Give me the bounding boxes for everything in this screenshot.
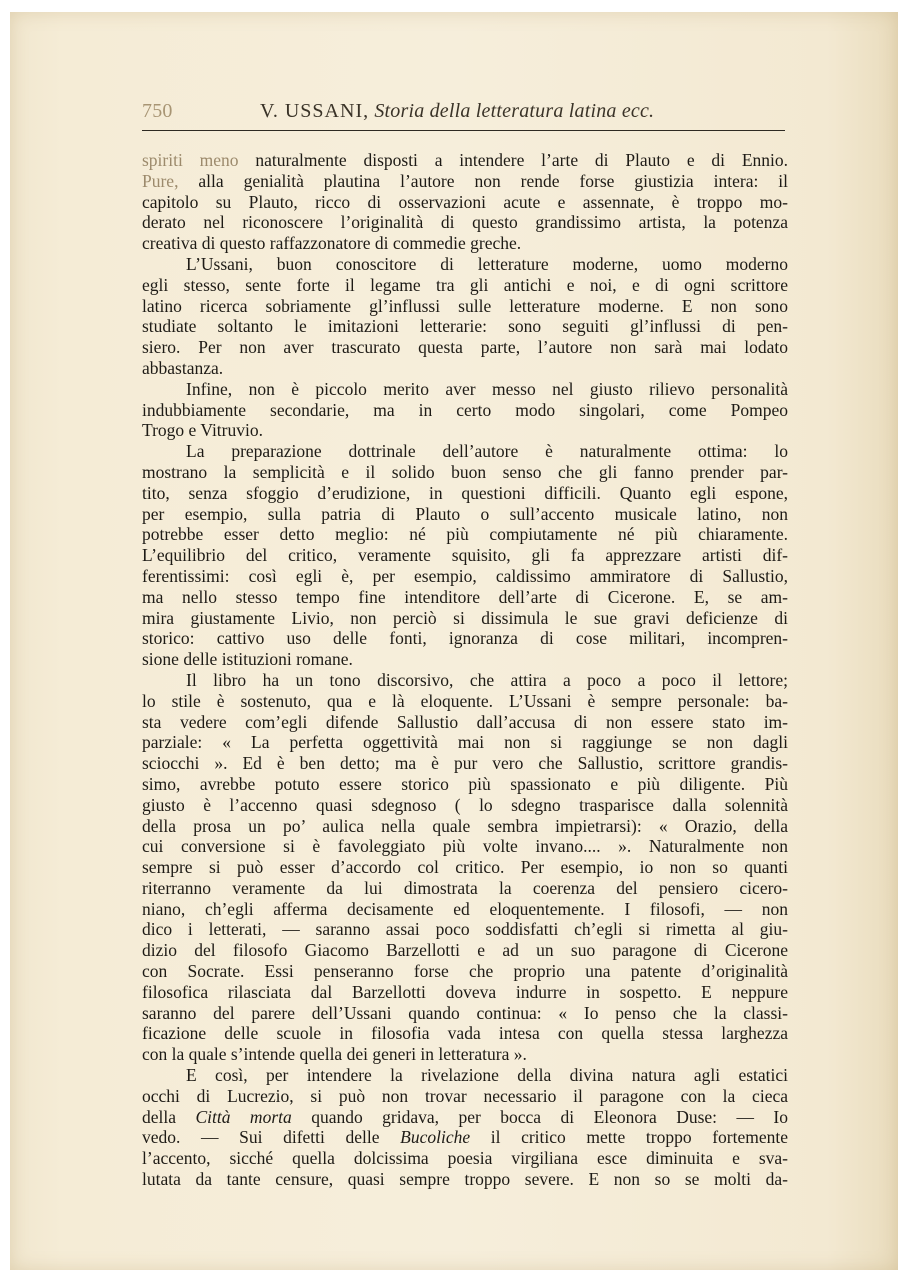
text-line: Trogo e Vitruvio. [142, 420, 263, 441]
running-head [260, 100, 654, 123]
body-text [142, 150, 788, 1190]
text-line: sta vedere com’egli difende Sallustio dall’accusa di non essere stato im- [142, 711, 788, 732]
text-line: sciocchi ». Ed è ben detto; ma è pur vero che Sallustio, scrittore grandis- [142, 753, 788, 774]
text-line: niano, ch’egli afferma decisamente ed eloquentemente. I filosofi, — non [142, 898, 788, 919]
running-head-author: V. USSANI, [260, 100, 370, 122]
italic-title: Città morta [195, 1106, 292, 1127]
text-line: sempre si può esser d’accordo col critico. Per esempio, io non so quanti [142, 857, 788, 878]
text-line: spiriti meno naturalmente disposti a intendere l’arte di Plauto e di Ennio. [142, 150, 788, 170]
text-line: lutata da tante censure, quasi sempre troppo severe. E non so se molti da- [142, 1169, 788, 1190]
text-line: ficazione delle scuole in filosofia vada intesa con quella stessa larghezza [142, 1023, 788, 1044]
text-line: latino ricerca sobriamente gl’influssi sulle letterature moderne. E non sono [142, 295, 788, 316]
text-line: con la quale s’intende quella dei generi in letteratura ». [142, 1044, 527, 1065]
text-line: derato nel riconoscere l’originalità di questo grandissimo artista, la potenza [142, 212, 788, 233]
text-line: vedo. — Sui difetti delle Bucoliche il critico mette troppo fortemente [142, 1127, 788, 1148]
text-line: per esempio, sulla patria di Plauto o sull’accento musicale latino, non [142, 503, 788, 524]
text-line: indubbiamente secondarie, ma in certo modo singolari, come Pompeo [142, 399, 788, 420]
text-line: dico i letterati, — saranno assai poco soddisfatti ch’egli si rimetta al giu- [142, 919, 788, 940]
text-line: Il libro ha un tono discorsivo, che attira a poco a poco il lettore; [186, 669, 788, 690]
text-line: storico: cattivo uso delle fonti, ignoranza di cose militari, incompren- [142, 628, 788, 649]
text-line: ferentissimi: così egli è, per esempio, caldissimo ammiratore di Sallustio, [142, 565, 788, 586]
text-line: mostrano la semplicità e il solido buon senso che gli fanno prender par- [142, 461, 788, 482]
text-line: Pure, alla genialità plautina l’autore non rende forse giustizia intera: il [142, 170, 788, 191]
text-line: l’accento, sicché quella dolcissima poesia virgiliana esce diminuita e sva- [142, 1148, 788, 1169]
text-line: capitolo su Plauto, ricco di osservazioni acute e assennate, è troppo mo- [142, 191, 788, 212]
text-line: dizio del filosofo Giacomo Barzellotti e ad un suo paragone di Cicerone [142, 940, 788, 961]
text-line: ma nello stesso tempo fine intenditore dell’arte di Cicerone. E, se am- [142, 586, 788, 607]
text-line: cui conversione si è favoleggiato più volte invano.... ». Naturalmente non [142, 836, 788, 857]
text-line: lo stile è sostenuto, qua e là eloquente. L’Ussani è sempre personale: ba- [142, 690, 788, 711]
text-line: siero. Per non aver trascurato questa parte, l’autore non sarà mai lodato [142, 337, 788, 358]
text-line: E così, per intendere la rivelazione della divina natura agli estatici [186, 1065, 788, 1086]
text-line: abbastanza. [142, 357, 224, 378]
text-line: con Socrate. Essi penseranno forse che proprio una patente d’originalità [142, 961, 788, 982]
text-line: riterranno veramente da lui dimostrata la coerenza del pensiero cicero- [142, 877, 788, 898]
text-line: filosofica rilasciata dal Barzellotti doveva indurre in sospetto. E neppure [142, 981, 788, 1002]
text-line: potrebbe esser detto meglio: né più compiutamente né più chiaramente. [142, 524, 788, 545]
text-line: saranno del parere dell’Ussani quando continua: « Io penso che la classi- [142, 1002, 788, 1023]
text-line: sione delle istituzioni romane. [142, 649, 353, 670]
page-number: 750 [142, 100, 173, 122]
text-line: della Città morta quando gridava, per bocca di Eleonora Duse: — Io [142, 1106, 788, 1127]
text-line: tito, senza sfoggio d’erudizione, in questioni difficili. Quanto egli espone, [142, 482, 788, 503]
text-line: La preparazione dottrinale dell’autore è naturalmente ottima: lo [186, 441, 788, 462]
text-line: della prosa un po’ aulica nella quale sembra impietrarsi): « Orazio, della [142, 815, 788, 836]
text-line: L’equilibrio del critico, veramente squisito, gli fa apprezzare artisti dif- [142, 545, 788, 566]
text-line: parziale: « La perfetta oggettività mai non si raggiunge se non dagli [142, 732, 788, 753]
text-line: creativa di questo raffazzonatore di commedie greche. [142, 233, 522, 254]
running-head-title: Storia della letteratura latina ecc. [374, 100, 655, 122]
text-line: mira giustamente Livio, non perciò si dissimula le sue gravi deficienze di [142, 607, 788, 628]
page-header [142, 98, 784, 128]
italic-title: Bucoliche [400, 1127, 471, 1148]
text-line: egli stesso, sente forte il legame tra gli antichi e noi, e di ogni scrittore [142, 274, 788, 295]
header-rule [142, 130, 785, 131]
text-line: studiate soltanto le imitazioni letterarie: sono seguiti gl’influssi di pen- [142, 316, 788, 337]
text-line: Infine, non è piccolo merito aver messo nel giusto rilievo personalità [186, 378, 788, 399]
text-line: L’Ussani, buon conoscitore di letterature moderne, uomo moderno [186, 253, 788, 274]
text-line: occhi di Lucrezio, si può non trovar necessario il paragone con la cieca [142, 1085, 788, 1106]
text-line: simo, avrebbe potuto essere storico più spassionato e più diligente. Più [142, 773, 788, 794]
text-line: giusto è l’accenno quasi sdegnoso ( lo sdegno trasparisce dalla solennità [142, 794, 788, 815]
